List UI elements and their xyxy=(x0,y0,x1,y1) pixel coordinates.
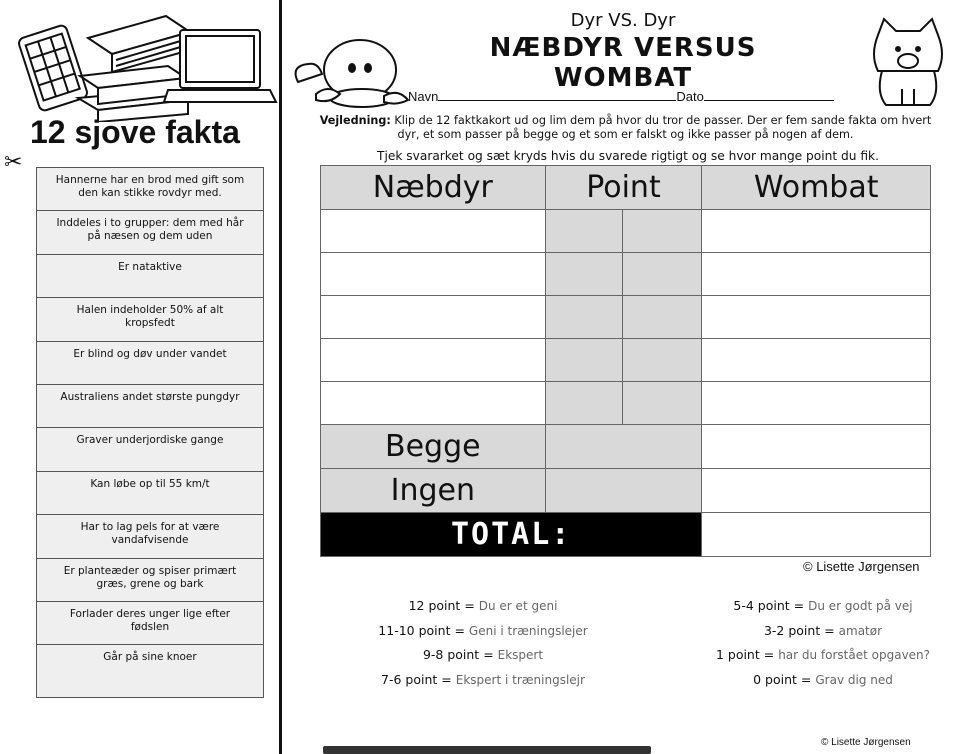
facts-title: 12 sjove fakta xyxy=(30,114,240,150)
score-line: 7-6 point = Ekspert i træningslejr xyxy=(381,671,585,687)
score-line: 11-10 point = Geni i træningslejer xyxy=(378,622,588,638)
point-cell[interactable] xyxy=(623,382,702,425)
date-field[interactable] xyxy=(704,89,834,101)
fact-card[interactable]: Er blind og døv under vandet xyxy=(37,342,263,385)
name-label: Navn xyxy=(408,89,439,104)
point-cell[interactable] xyxy=(545,210,623,253)
fact-card[interactable]: Australiens andet største pungdyr xyxy=(37,385,263,428)
row-label-begge: Begge xyxy=(321,425,546,469)
name-date-line xyxy=(408,89,834,104)
page-divider xyxy=(279,0,282,754)
answer-cell[interactable] xyxy=(321,253,546,296)
total-field[interactable] xyxy=(702,513,931,557)
fact-card-list xyxy=(36,167,264,698)
answer-cell[interactable] xyxy=(702,296,931,339)
fact-card[interactable]: Inddeles i to grupper: dem med hår på næsen og dem uden xyxy=(37,211,263,254)
fact-card[interactable]: Kan løbe op til 55 km/t xyxy=(37,472,263,515)
worksheet-panel xyxy=(283,0,965,754)
total-label: TOTAL: xyxy=(321,513,702,557)
check-instructions: Tjek svararket og sæt kryds hvis du svarede rigtigt og se hvor mange point du fik. xyxy=(377,149,879,163)
fact-card[interactable]: Har to lag pels for at være vandafvisende xyxy=(37,515,263,558)
fact-card[interactable]: Halen indeholder 50% af alt kropsfedt xyxy=(37,298,263,341)
instructions-label: Vejledning: xyxy=(319,114,391,127)
fact-card[interactable]: Forlader deres unger lige efter fødslen xyxy=(37,602,263,645)
name-field[interactable] xyxy=(438,89,676,101)
answer-cell[interactable] xyxy=(702,339,931,382)
point-cell[interactable] xyxy=(545,425,702,469)
column-header-wombat: Wombat xyxy=(702,166,931,210)
copyright-small: © Lisette Jørgensen xyxy=(821,737,911,748)
scissors-icon: ✂ xyxy=(4,150,23,175)
answer-cell[interactable] xyxy=(321,296,546,339)
answer-cell[interactable] xyxy=(321,339,546,382)
point-cell[interactable] xyxy=(623,210,702,253)
date-label: Dato xyxy=(676,89,704,104)
point-cell[interactable] xyxy=(545,382,623,425)
answer-cell[interactable] xyxy=(702,382,931,425)
fact-card[interactable]: Er nataktive xyxy=(37,255,263,298)
answer-cell[interactable] xyxy=(702,469,931,513)
score-line: 1 point = har du forstået opgaven? xyxy=(715,647,931,662)
fact-cards-panel xyxy=(0,0,280,754)
answer-cell[interactable] xyxy=(321,382,546,425)
fact-card[interactable]: Er planteæder og spiser primært græs, grene og bark xyxy=(37,559,263,602)
column-header-naebdyr: Næbdyr xyxy=(321,166,546,210)
answer-cell[interactable] xyxy=(702,425,931,469)
worksheet-subtitle: Dyr VS. Dyr xyxy=(570,10,676,31)
instructions xyxy=(313,114,938,142)
point-cell[interactable] xyxy=(545,253,623,296)
score-line: 3-2 point = amatør xyxy=(763,622,883,638)
point-cell[interactable] xyxy=(545,339,623,382)
point-cell[interactable] xyxy=(623,296,702,339)
row-label-ingen: Ingen xyxy=(321,469,546,513)
score-scale-left xyxy=(353,594,613,692)
copyright: © Lisette Jørgensen xyxy=(803,559,920,574)
point-cell[interactable] xyxy=(545,469,702,513)
answer-table xyxy=(320,165,931,557)
instructions-text: Klip de 12 faktkakort ud og lim dem på hvor du tror de passer. Der er fem sande fakta om hvert dyr, et som passer på begge og et som er falskt og ikke passer på nogen af dem. xyxy=(390,114,932,141)
worksheet-title: NÆBDYR VERSUS WOMBAT xyxy=(489,33,757,93)
point-cell[interactable] xyxy=(545,296,623,339)
score-line: 12 point = Du er et geni xyxy=(408,598,558,613)
books-tablet-laptop-illustration xyxy=(18,10,278,122)
fact-card[interactable]: Hannerne har en brod med gift som den kan stikke rovdyr med. xyxy=(37,168,263,211)
platypus-illustration xyxy=(288,34,413,110)
column-header-point: Point xyxy=(545,166,702,210)
wombat-illustration xyxy=(868,15,948,110)
answer-cell[interactable] xyxy=(321,210,546,253)
score-line: 5-4 point = Du er godt på vej xyxy=(733,598,913,613)
score-line: 9-8 point = Ekspert xyxy=(422,647,544,662)
answer-cell[interactable] xyxy=(702,210,931,253)
point-cell[interactable] xyxy=(623,339,702,382)
answer-cell[interactable] xyxy=(702,253,931,296)
score-scale-right xyxy=(693,594,953,692)
fact-card[interactable]: Graver underjordiske gange xyxy=(37,428,263,471)
score-line: 0 point = Grav dig ned xyxy=(753,671,893,687)
bottom-toolbar-edge xyxy=(323,746,651,754)
point-cell[interactable] xyxy=(623,253,702,296)
fact-card[interactable]: Går på sine knoer xyxy=(103,651,197,664)
